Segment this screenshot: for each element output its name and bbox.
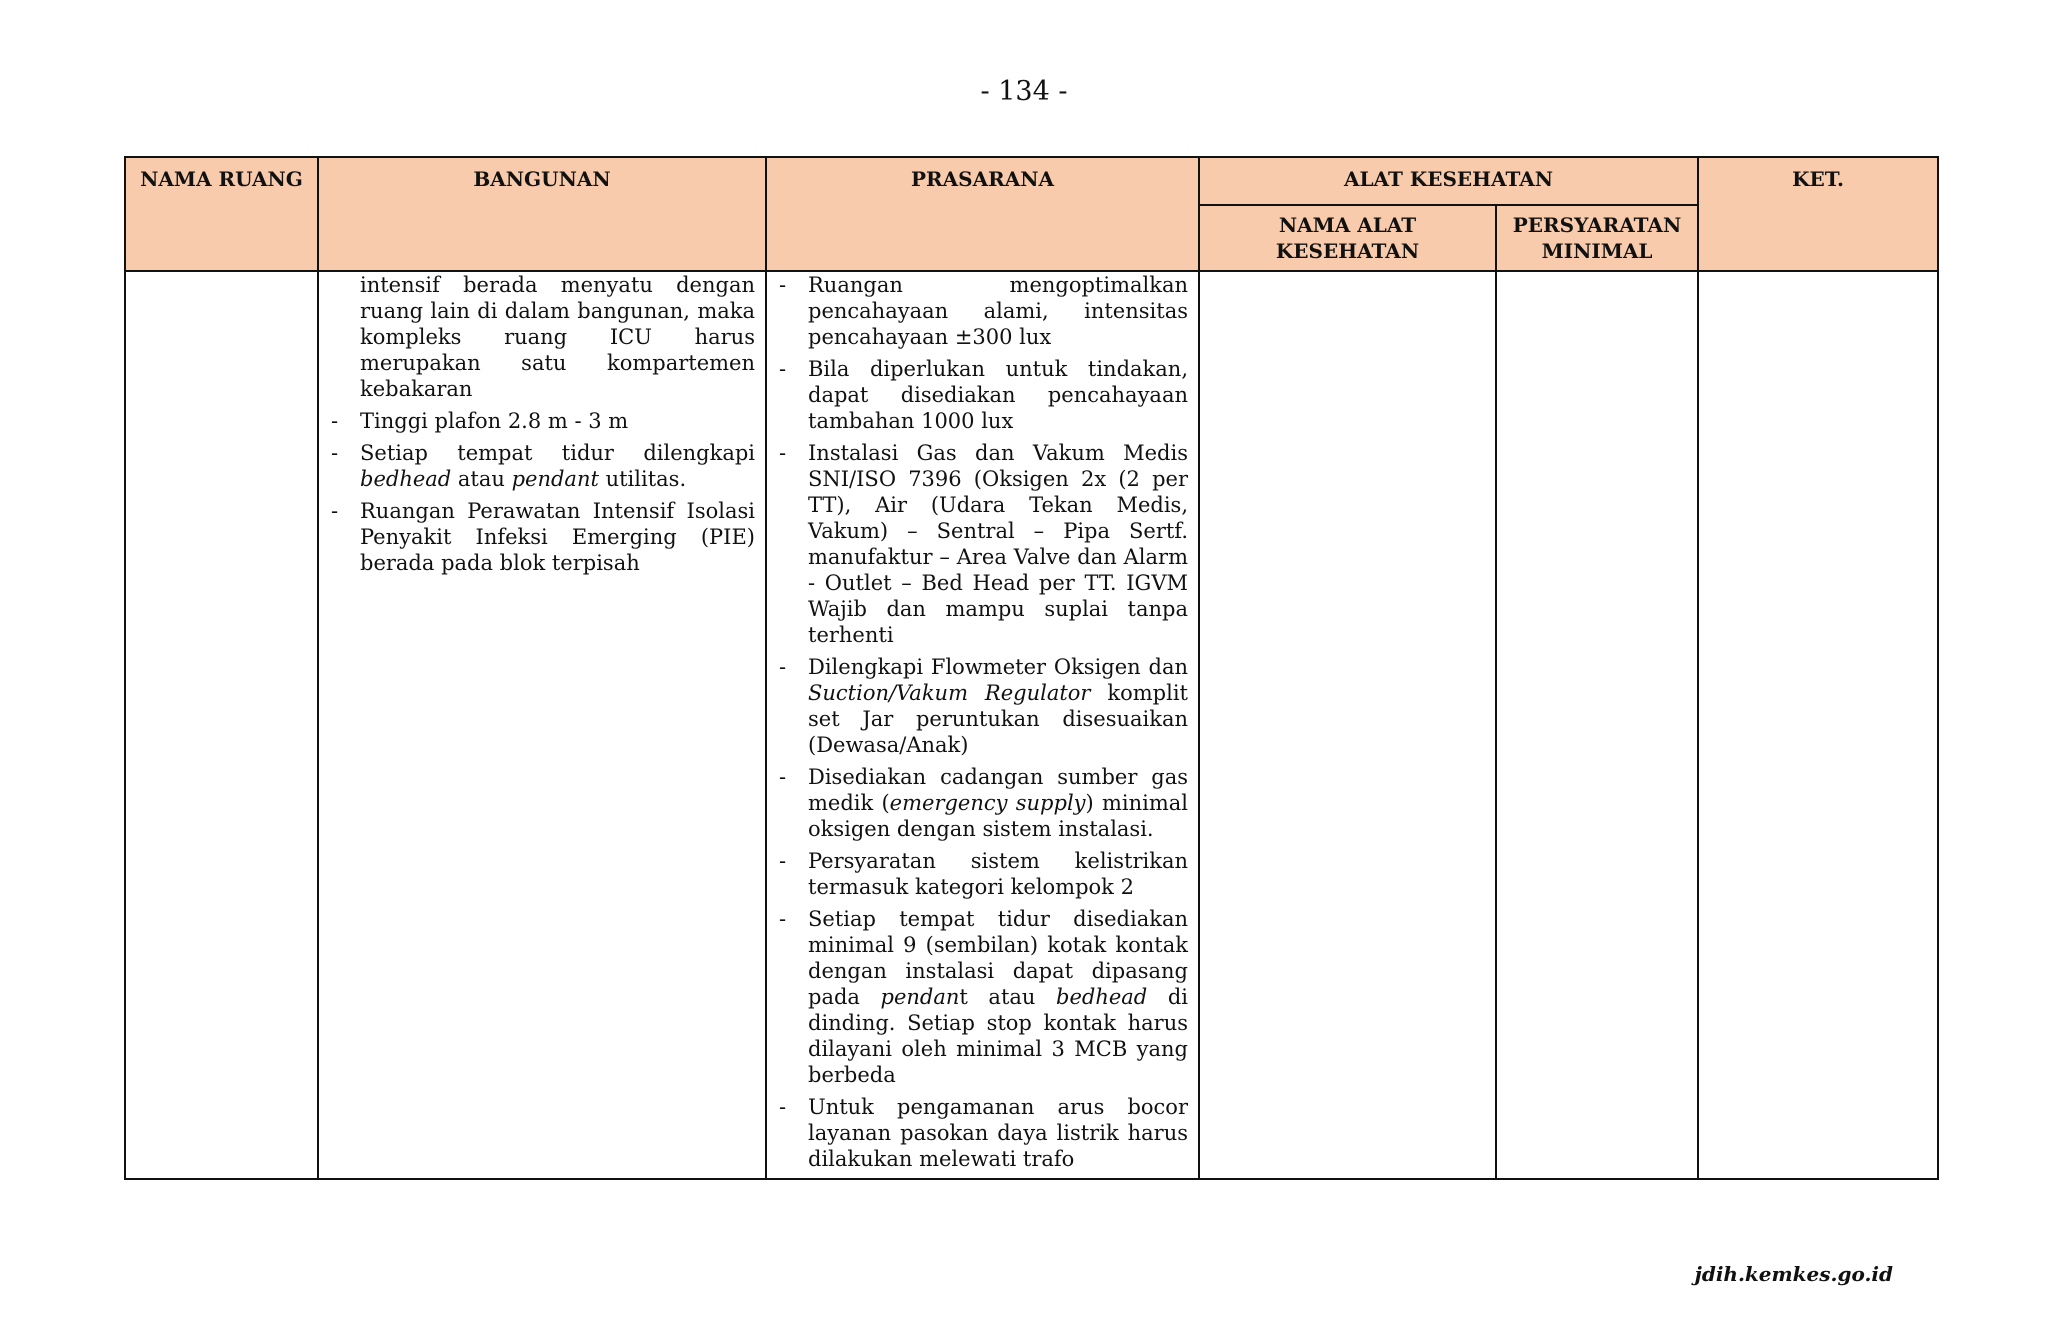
page-number: - 134 - (980, 76, 1068, 107)
list-item: - Untuk pengamanan arus bocor layanan pasokan daya listrik harus dilakukan melewati trafo (777, 1094, 1188, 1172)
header-persyaratan-minimal (1496, 205, 1698, 271)
list-item: - Setiap tempat tidur disediakan minimal 9 (sembilan) kotak kontak dengan instalasi dapat dipasang pada pendant atau bedhead di dinding. Setiap stop kontak harus dilayani oleh minimal 3 MCB yang berbeda (777, 906, 1188, 1088)
cell-nama-alat-kesehatan (1199, 271, 1496, 1179)
list-item: - Persyaratan sistem kelistrikan termasuk kategori kelompok 2 (777, 848, 1188, 900)
prasarana-list (767, 272, 1198, 1172)
header-persyaratan-line1: PERSYARATAN (1512, 213, 1682, 237)
header-nama-alat-kesehatan (1199, 205, 1496, 271)
header-nama-alat-line2: KESEHATAN (1275, 239, 1420, 263)
list-item: - Instalasi Gas dan Vakum Medis SNI/ISO 7396 (Oksigen 2x (2 per TT), Air (Udara Tekan Medis, Vakum) – Sentral – Pipa Sertf. manufaktur – Area Valve dan Alarm - Outlet – Bed Head per TT. IGVM Wajib dan mampu suplai tanpa terhenti (777, 440, 1188, 648)
list-item: - Setiap tempat tidur dilengkapi bedhead atau pendant utilitas. (329, 440, 755, 492)
header-alat-kesehatan: ALAT KESEHATAN (1199, 157, 1698, 205)
list-item: intensif berada menyatu dengan ruang lain di dalam bangunan, maka kompleks ruang ICU harus merupakan satu kompartemen kebakaran (360, 273, 755, 401)
cell-bangunan (318, 271, 766, 1179)
header-persyaratan-line2: MINIMAL (1541, 239, 1653, 263)
list-item: - Ruangan mengoptimalkan pencahayaan alami, intensitas pencahayaan ±300 lux (777, 272, 1188, 350)
list-item: - Disediakan cadangan sumber gas medik (emergency supply) minimal oksigen dengan sistem instalasi. (777, 764, 1188, 842)
bangunan-list (319, 272, 765, 576)
header-ket: KET. (1698, 157, 1938, 271)
cell-ket (1698, 271, 1938, 1179)
list-item: - Tinggi plafon 2.8 m - 3 m (329, 408, 755, 434)
header-prasarana: PRASARANA (766, 157, 1199, 271)
list-item: - Bila diperlukan untuk tindakan, dapat disediakan pencahayaan tambahan 1000 lux (777, 356, 1188, 434)
cell-prasarana (766, 271, 1199, 1179)
header-bangunan: BANGUNAN (318, 157, 766, 271)
header-nama-alat-line1: NAMA ALAT (1278, 213, 1417, 237)
cell-persyaratan-minimal (1496, 271, 1698, 1179)
list-item: - Ruangan Perawatan Intensif Isolasi Penyakit Infeksi Emerging (PIE) berada pada blok terpisah (329, 498, 755, 576)
cell-nama-ruang (125, 271, 318, 1179)
header-nama-ruang: NAMA RUANG (125, 157, 318, 271)
list-item: - Dilengkapi Flowmeter Oksigen dan Suction/Vakum Regulator komplit set Jar peruntukan disesuaikan (Dewasa/Anak) (777, 654, 1188, 758)
requirements-table (124, 156, 1939, 1180)
footer-url: jdih.kemkes.go.id (1694, 1262, 1893, 1286)
